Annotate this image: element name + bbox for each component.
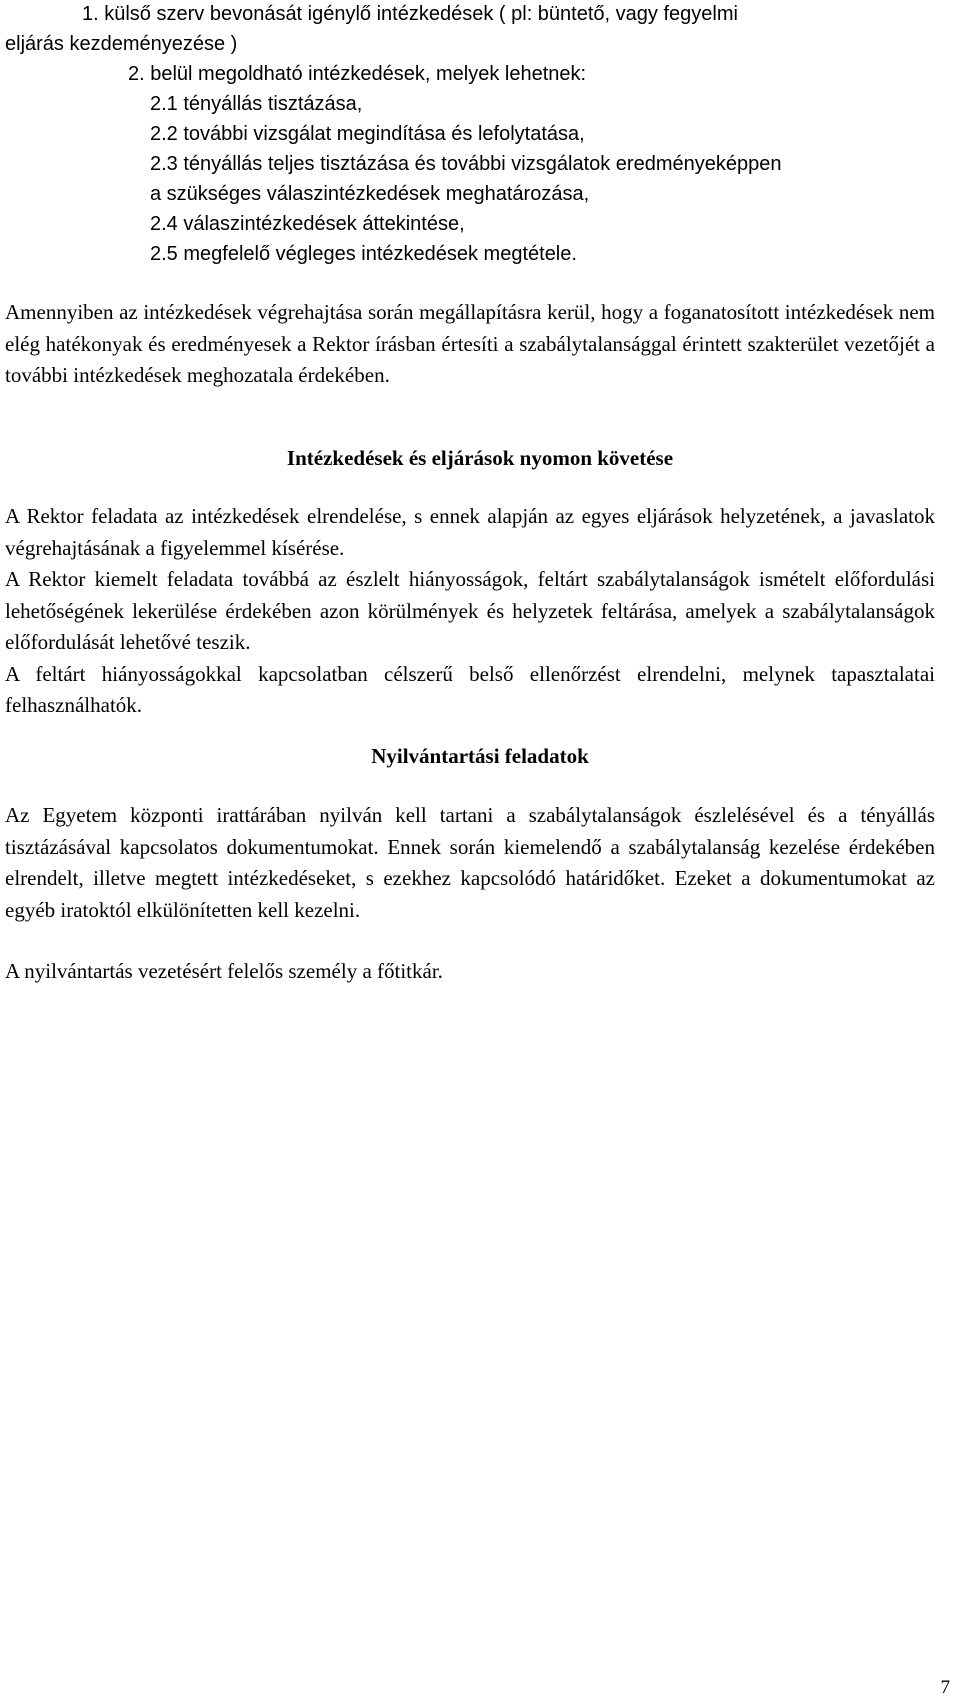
records-paragraph-2: A nyilvántartás vezetésért felelős személy a főtitkár. [5, 959, 443, 983]
sub-item-2-5-text: 2.5 megfelelő végleges intézkedések megtétele. [150, 243, 577, 265]
list-item-1-line-2: eljárás kezdeményezése ) [5, 33, 238, 55]
sub-item-2-2 [0, 119, 940, 149]
sub-item-2-3-line-1: 2.3 tényállás teljes tisztázása és további vizsgálatok eredményeképpen [150, 153, 782, 175]
follow-up-section-body [5, 501, 935, 722]
sub-item-2-4-text: 2.4 válaszintézkedések áttekintése, [150, 213, 465, 235]
records-section-body [5, 800, 935, 926]
page-number: 7 [940, 1677, 950, 1698]
follow-up-paragraph-1: A Rektor feladata az intézkedések elrendelése, s ennek alapján az egyes eljárások helyzetének, a javaslatok végrehajtásának a figyelemmel kísérése. [5, 504, 935, 560]
section-heading-follow-up: Intézkedések és eljárások nyomon követése [286, 446, 674, 470]
list-item-1-line-1: 1. külső szerv bevonását igénylő intézkedések ( pl: büntető, vagy fegyelmi [82, 3, 738, 25]
paragraph-text: Amennyiben az intézkedések végrehajtása során megállapításra kerül, hogy a foganatosított intézkedések nem elég hatékonyak és eredményesek a Rektor írásban értesíti a szabálytalansággal érintett szakterület vezetőjét a további intézkedések meghozatala érdekében. [5, 300, 935, 387]
sub-item-2-1 [0, 89, 940, 119]
list-item-2 [0, 59, 960, 89]
follow-up-paragraph-3: A feltárt hiányosságokkal kapcsolatban célszerű belső ellenőrzést elrendelni, melynek tapasztalatai felhasználhatók. [5, 661, 935, 717]
records-paragraph-1: Az Egyetem központi irattárában nyilván kell tartani a szabálytalanságok észlelésével és a tényállás tisztázásával kapcsolatos dokumentumokat. Ennek során kiemelendő a szabálytalanság kezelése érdekében elrendelt, illetve megtett intézkedéseket, s ezekhez kapcsolódó határidőket. Ezeket a dokumentumokat az egyéb iratoktól elkülönítetten kell kezelni. [5, 803, 935, 922]
sub-item-2-3 [0, 149, 940, 179]
measures-effectiveness-paragraph [5, 297, 935, 392]
list-item-2-text: 2. belül megoldható intézkedések, melyek lehetnek: [128, 63, 587, 85]
sub-item-2-4 [0, 209, 940, 239]
sub-item-2-1-text: 2.1 tényállás tisztázása, [150, 93, 363, 115]
sub-item-2-2-text: 2.2 további vizsgálat megindítása és lefolytatása, [150, 123, 585, 145]
follow-up-paragraph-2: A Rektor kiemelt feladata továbbá az észlelt hiányosságok, feltárt szabálytalanságok ismételt előfordulási lehetőségének lekerülése érdekében azon körülmények és helyzetek feltárása, amelyek a szabálytalanságok előfordulását lehetővé teszik. [5, 567, 935, 654]
list-item-1 [0, 0, 936, 29]
responsible-person-note [5, 956, 935, 988]
measures-list [0, 0, 960, 269]
sub-item-2-5 [0, 239, 940, 269]
sub-item-2-3-continuation [0, 179, 960, 209]
section-heading-records: Nyilvántartási feladatok [371, 744, 589, 768]
list-item-1-continuation [0, 29, 960, 59]
sub-item-2-3-line-2: a szükséges válaszintézkedések meghatározása, [150, 183, 590, 205]
